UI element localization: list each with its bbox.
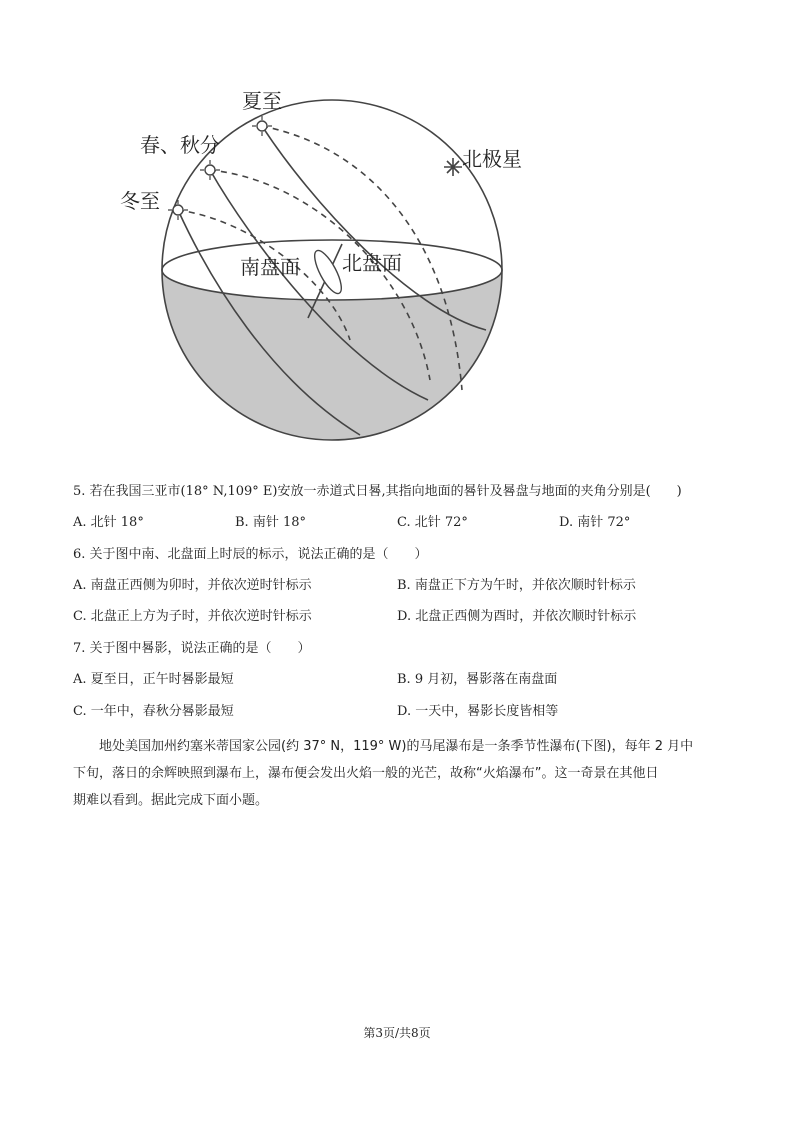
passage-line-1-text: 地处美国加州约塞米蒂国家公园(约 37° N，119° W)的马尾瀑布是一条季节性瀑布(下图)，每年 2 月中 [99, 739, 694, 754]
page-number: 第3页/共8页 [363, 1026, 431, 1040]
celestial-sphere-diagram [110, 80, 550, 460]
label-winter-solstice: 冬至 [120, 189, 160, 213]
dial-plate [310, 247, 347, 297]
label-summer-solstice: 夏至 [242, 89, 282, 113]
label-polaris: 北极星 [462, 147, 522, 171]
equinox-sun-icon [200, 160, 220, 180]
passage-line-1 [73, 733, 723, 760]
question-6-option-a: A. 南盘正西侧为卯时，并依次逆时针标示 [73, 578, 312, 593]
sundial-figure [110, 80, 550, 460]
label-north-face: 北盘面 [342, 251, 402, 275]
label-south-face: 南盘面 [240, 255, 300, 279]
passage-line-2: 下旬，落日的余辉映照到瀑布上，瀑布便会发出火焰一般的光芒，故称“火焰瀑布”。这一奇景在其他日 [73, 766, 659, 781]
label-equinox: 春、秋分 [140, 133, 220, 157]
question-5-option-c: C. 北针 72° [397, 515, 468, 530]
question-7-option-c: C. 一年中，春秋分晷影最短 [73, 704, 234, 719]
question-5-option-a: A. 北针 18° [73, 515, 144, 530]
question-5-stem: 5. 若在我国三亚市(18° N,109° E)安放一赤道式日晷,其指向地面的晷针及晷盘与地面的夹角分别是( ) [73, 484, 682, 499]
question-6-stem: 6. 关于图中南、北盘面上时辰的标示，说法正确的是（ ） [73, 547, 428, 562]
question-7-option-a: A. 夏至日，正午时晷影最短 [73, 672, 234, 687]
question-5-option-d: D. 南针 72° [559, 515, 631, 530]
passage [73, 733, 723, 814]
question-6-option-d: D. 北盘正西侧为酉时，并依次顺时针标示 [397, 609, 637, 624]
question-7-stem: 7. 关于图中晷影，说法正确的是（ ） [73, 641, 311, 656]
question-7-option-d: D. 一天中，晷影长度皆相等 [397, 704, 559, 719]
question-5-option-b: B. 南针 18° [235, 515, 306, 530]
question-6-option-c: C. 北盘正上方为子时，并依次逆时针标示 [73, 609, 312, 624]
passage-line-3: 期难以看到。据此完成下面小题。 [73, 793, 269, 808]
question-6-option-b: B. 南盘正下方为午时，并依次顺时针标示 [397, 578, 636, 593]
question-7-option-b: B. 9 月初，晷影落在南盘面 [397, 672, 558, 687]
below-horizon-shade [162, 270, 502, 440]
polaris-star-icon [444, 158, 462, 176]
